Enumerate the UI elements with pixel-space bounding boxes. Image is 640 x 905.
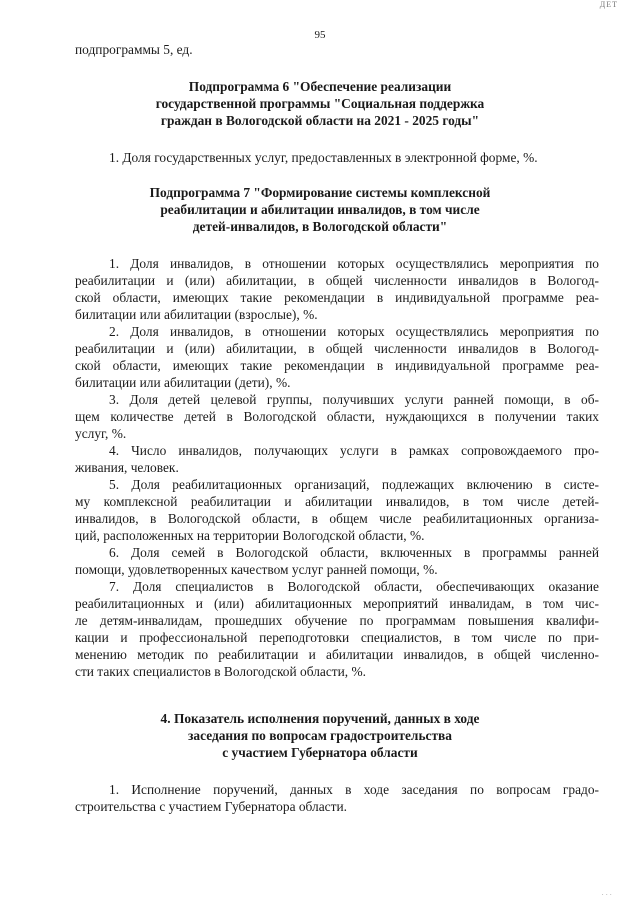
sub7-item-3-line-2: щем количестве детей в Вологодской области, нуждающихся в получении таких: [75, 409, 599, 424]
sub7-item-6-line-2: помощи, удовлетворенных качеством услуг ранней помощи, %.: [75, 562, 438, 577]
sub7-item-7-line-1: 7. Доля специалистов в Вологодской области, обеспечивающих оказание: [109, 579, 599, 594]
sub7-item-3-line-1: 3. Доля детей целевой группы, получивших услуги ранней помощи, в об-: [109, 392, 599, 407]
sub6-heading-line-3: граждан в Вологодской области на 2021 - 2025 годы": [160, 113, 480, 128]
section4-heading-line-1: 4. Показатель исполнения поручений, данных в ходе: [160, 711, 480, 726]
sub7-item-2-line-3: ской области, имеющих такие рекомендации в индивидуальной программе реа-: [75, 358, 599, 373]
sub7-item-2-line-2: реабилитации и (или) абилитации, в общей численности инвалидов в Вологод-: [75, 341, 599, 356]
sub7-item-5-line-1: 5. Доля реабилитационных организаций, подлежащих включению в систе-: [109, 477, 599, 492]
sub7-heading-line-1: Подпрограмма 7 "Формирование системы комплексной: [149, 185, 491, 200]
sub7-item-7-line-2: реабилитационных и (или) абилитационных мероприятий инвалидам, в том чис-: [75, 596, 599, 611]
sub7-item-6-line-1: 6. Доля семей в Вологодской области, включенных в программы ранней: [109, 545, 599, 560]
sub7-item-7-line-5: менению методик по реабилитации и абилитации инвалидов, в общей численно-: [75, 647, 599, 662]
sub7-heading-line-2: реабилитации и абилитации инвалидов, в том числе: [160, 202, 480, 217]
sub7-item-7-line-6: сти таких специалистов в Вологодской области, %.: [75, 664, 366, 679]
sub7-item-5-line-2: му комплексной реабилитации и абилитации инвалидов, в том числе детей-: [75, 494, 599, 509]
sub7-item-1-line-1: 1. Доля инвалидов, в отношении которых осуществлялись мероприятия по: [109, 256, 599, 271]
section4-heading-line-3: с участием Губернатора области: [222, 745, 418, 760]
intro-line: подпрограммы 5, ед.: [75, 42, 193, 57]
sub7-item-4-line-2: живания, человек.: [75, 460, 179, 475]
bottom-mark: · · ·: [601, 891, 612, 899]
page-number: 95: [314, 29, 326, 41]
section4-item-1-line-1: 1. Исполнение поручений, данных в ходе заседания по вопросам градо-: [109, 782, 599, 797]
sub7-item-7-line-3: ле детям-инвалидам, прошедших обучение по программам повышения квалифи-: [75, 613, 599, 628]
section4-heading-line-2: заседания по вопросам градостроительства: [188, 728, 452, 743]
sub7-item-3-line-3: услуг, %.: [75, 426, 127, 441]
sub7-item-1-line-3: ской области, имеющих такие рекомендации в индивидуальной программе реа-: [75, 290, 599, 305]
sub6-heading-line-1: Подпрограмма 6 "Обеспечение реализации: [188, 79, 452, 94]
sub7-item-2-line-1: 2. Доля инвалидов, в отношении которых осуществлялись мероприятия по: [109, 324, 599, 339]
section4-item-1-line-2: строительства с участием Губернатора области.: [75, 799, 347, 814]
sub6-heading-line-2: государственной программы "Социальная поддержка: [155, 96, 485, 111]
sub7-item-5-line-4: ций, расположенных на территории Вологодской области, %.: [75, 528, 425, 543]
sub7-heading-line-3: детей-инвалидов, в Вологодской области": [192, 219, 448, 234]
sub7-item-1-line-2: реабилитации и (или) абилитации, в общей численности инвалидов в Вологод-: [75, 273, 599, 288]
sub6-item-1: 1. Доля государственных услуг, предоставленных в электронной форме, %.: [109, 150, 538, 165]
corner-mark: ДЕТ: [599, 0, 618, 9]
sub7-item-5-line-3: инвалидов, в Вологодской области, в общем числе реабилитационных организа-: [75, 511, 599, 526]
sub7-item-1-line-4: билитации или абилитации (взрослые), %.: [75, 307, 318, 322]
sub7-item-4-line-1: 4. Число инвалидов, получающих услуги в рамках сопровождаемого про-: [109, 443, 599, 458]
sub7-item-2-line-4: билитации или абилитации (дети), %.: [75, 375, 291, 390]
sub7-item-7-line-4: кации и профессиональной переподготовки специалистов, в том числе по при-: [75, 630, 599, 645]
